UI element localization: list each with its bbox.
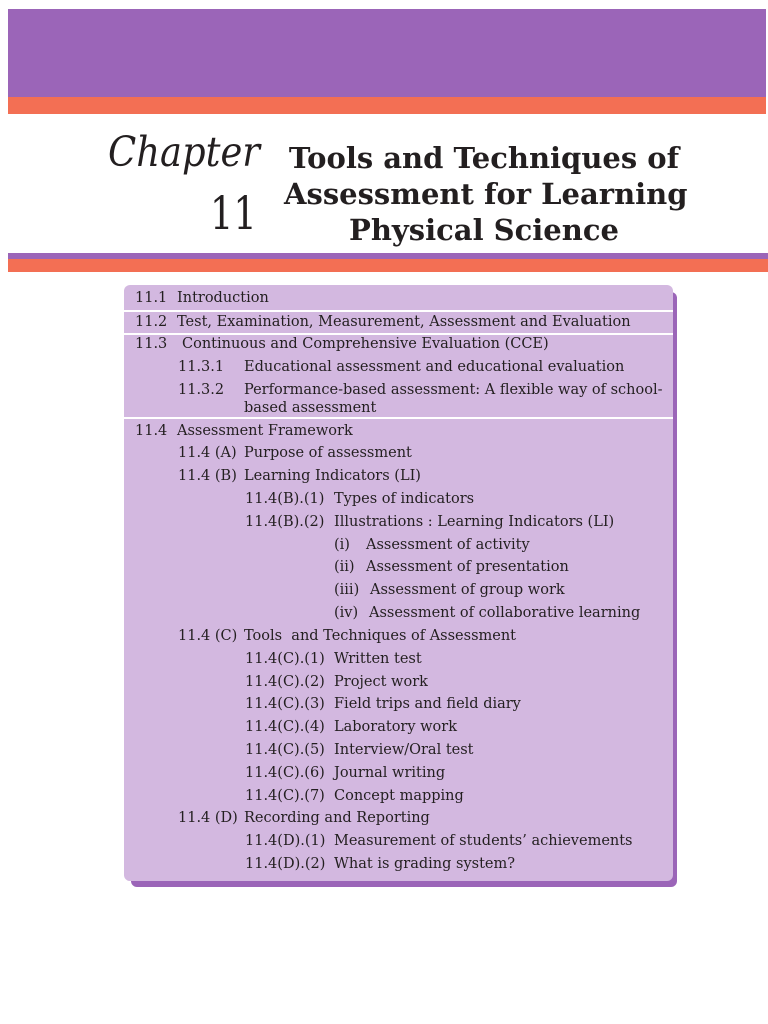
- header-orange-band: [8, 97, 766, 114]
- toc-entry-text: Field trips and field diary: [334, 696, 521, 712]
- toc-entry-text: Assessment of collaborative learning: [369, 605, 641, 621]
- toc-entry-text: Performance-based assessment: A flexible way of school-: [244, 382, 663, 398]
- toc-entry-text: Types of indicators: [334, 491, 475, 507]
- toc-entry-number: 11.4(C).(7): [245, 788, 325, 804]
- toc-entry-text: Recording and Reporting: [244, 810, 430, 826]
- header-purple-band: [8, 9, 766, 97]
- toc-entry-text: Project work: [334, 674, 428, 690]
- toc-entry-text: What is grading system?: [334, 856, 516, 872]
- toc-entry-number: 11.4(B).(1): [245, 491, 325, 507]
- toc-entry-number: 11.3: [135, 336, 168, 352]
- toc-entry-text: Laboratory work: [334, 719, 458, 735]
- chapter-title: [284, 140, 688, 248]
- toc-entry-number: 11.4(C).(3): [245, 696, 325, 712]
- toc-entry-number: 11.3.2: [178, 382, 225, 398]
- chapter-number: 11: [210, 186, 257, 240]
- toc-entry-text: Written test: [334, 651, 422, 667]
- toc-entry-number: 11.4 (A): [178, 445, 237, 461]
- toc-entry-text: Learning Indicators (LI): [244, 468, 421, 484]
- toc-entry-text-continued: based assessment: [244, 400, 377, 416]
- toc-entry-number: 11.4 (D): [178, 810, 238, 826]
- chapter-title-line-3: Physical Science: [349, 213, 619, 247]
- toc-entry-text: Tools and Techniques of Assessment: [244, 628, 517, 644]
- chapter-title-line-1: Tools and Techniques of: [288, 141, 680, 175]
- contents-separator: [124, 333, 673, 335]
- toc-entry-number: 11.4 (C): [178, 628, 238, 644]
- toc-entry-text: Test, Examination, Measurement, Assessment and Evaluation: [177, 314, 631, 330]
- toc-entry-number: (iii): [334, 582, 360, 598]
- toc-entry-text: Assessment of group work: [370, 582, 565, 598]
- toc-entry-text: Illustrations : Learning Indicators (LI): [334, 514, 615, 530]
- toc-entry-text: Measurement of students’ achievements: [334, 833, 633, 849]
- toc-entry-number: 11.4(C).(5): [245, 742, 325, 758]
- toc-entry-text: Assessment Framework: [177, 423, 353, 439]
- toc-entry-number: 11.3.1: [178, 359, 225, 375]
- chapter-title-line-2: Assessment for Learning: [284, 177, 688, 211]
- toc-entry-number: 11.2: [135, 314, 168, 330]
- toc-entry-number: 11.4 (B): [178, 468, 237, 484]
- toc-entry-text: Assessment of activity: [366, 537, 530, 553]
- toc-entry-text: Introduction: [177, 290, 269, 306]
- divider-orange-band: [8, 259, 768, 272]
- toc-entry-number: 11.4(D).(1): [245, 833, 326, 849]
- toc-entry-text: Continuous and Comprehensive Evaluation (CCE): [182, 336, 549, 352]
- contents-separator: [124, 417, 673, 419]
- toc-entry-number: (i): [334, 537, 350, 553]
- toc-entry-text: Concept mapping: [334, 788, 464, 804]
- toc-entry-text: Assessment of presentation: [366, 559, 569, 575]
- toc-entry-text: Educational assessment and educational evaluation: [244, 359, 625, 375]
- toc-entry-number: 11.4(C).(6): [245, 765, 325, 781]
- toc-entry-number: 11.4: [135, 423, 168, 439]
- toc-entry-number: 11.4(C).(4): [245, 719, 325, 735]
- toc-entry-text: Journal writing: [334, 765, 446, 781]
- toc-entry-number: 11.4(D).(2): [245, 856, 326, 872]
- toc-entry-number: 11.1: [135, 290, 168, 306]
- contents-separator: [124, 310, 673, 312]
- toc-entry-number: (iv): [334, 605, 359, 621]
- toc-entry-text: Purpose of assessment: [244, 445, 412, 461]
- toc-entry-number: 11.4(C).(2): [245, 674, 325, 690]
- toc-entry-number: 11.4(B).(2): [245, 514, 325, 530]
- chapter-label: Chapter: [108, 128, 260, 176]
- toc-entry-number: (ii): [334, 559, 355, 575]
- toc-entry-text: Interview/Oral test: [334, 742, 474, 758]
- toc-entry-number: 11.4(C).(1): [245, 651, 325, 667]
